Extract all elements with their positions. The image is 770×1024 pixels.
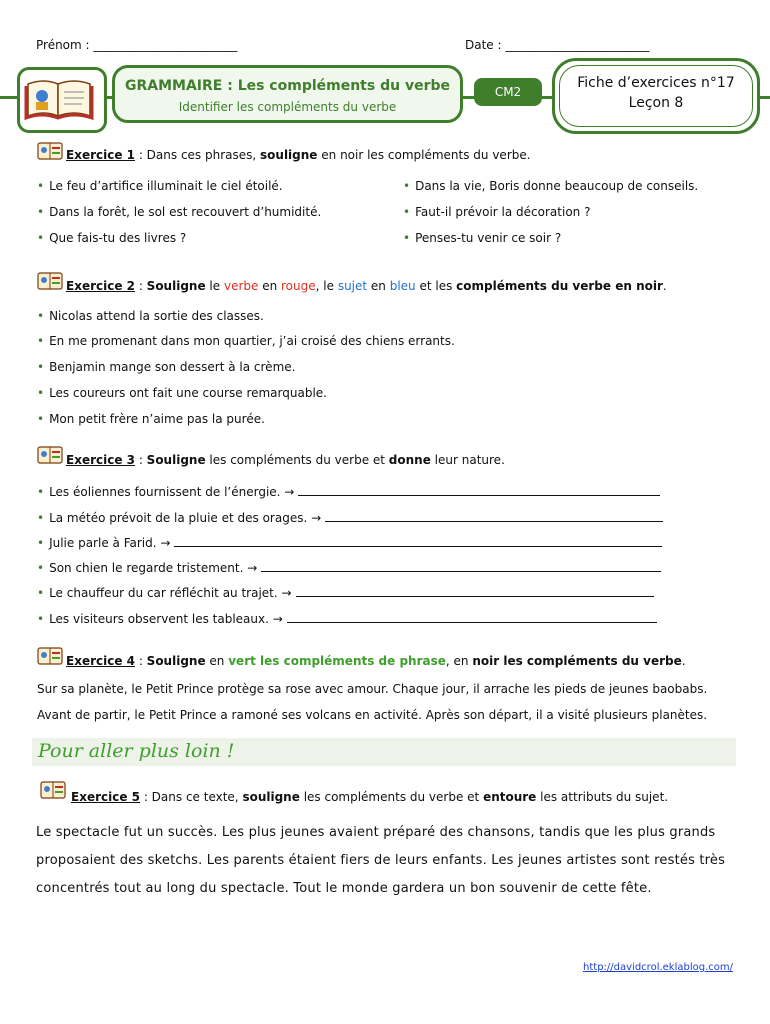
exercise-2-icon bbox=[37, 271, 63, 291]
exercise-5-heading: Exercice 5 : Dans ce texte, souligne les compléments du verbe et entoure les attributs du sujet. bbox=[71, 790, 669, 804]
exercise-5-icon bbox=[40, 780, 66, 800]
exercise-3-icon bbox=[37, 445, 63, 465]
ex4-text-line-1: Sur sa planète, le Petit Prince protège sa rose avec amour. Chaque jour, il arrache les pieds de jeunes baobabs. bbox=[37, 682, 708, 696]
exercise-2-heading: Exercice 2 : Souligne le verbe en rouge, le sujet en bleu et les compléments du verbe en noir. bbox=[66, 279, 667, 293]
banner-title: Pour aller plus loin ! bbox=[38, 740, 235, 762]
section-banner bbox=[32, 738, 736, 766]
ex3-sentence: • Julie parle à Farid. → bbox=[37, 535, 662, 550]
book-logo bbox=[17, 67, 107, 133]
ex1-sentence: • Le feu d’artifice illuminait le ciel étoilé. bbox=[37, 179, 283, 193]
answer-line[interactable] bbox=[296, 585, 654, 597]
ex2-sentence: • Mon petit frère n’aime pas la purée. bbox=[37, 412, 265, 426]
ex2-sentence: • Nicolas attend la sortie des classes. bbox=[37, 309, 264, 323]
ex1-sentence: • Dans la forêt, le sol est recouvert d’humidité. bbox=[37, 205, 322, 219]
ex1-sentence: • Penses-tu venir ce soir ? bbox=[403, 231, 562, 245]
answer-line[interactable] bbox=[325, 510, 663, 522]
answer-line[interactable] bbox=[298, 484, 660, 496]
footer-link[interactable]: http://davidcrol.eklablog.com/ bbox=[583, 962, 733, 973]
title-box bbox=[112, 65, 463, 123]
fiche-box bbox=[552, 58, 760, 134]
ex3-sentence: • La météo prévoit de la pluie et des orages. → bbox=[37, 510, 663, 525]
header-rule-left bbox=[0, 96, 18, 99]
book-icon bbox=[20, 70, 98, 124]
ex1-sentence: • Dans la vie, Boris donne beaucoup de conseils. bbox=[403, 179, 699, 193]
exercise-3-heading: Exercice 3 : Souligne les compléments du verbe et donne leur nature. bbox=[66, 453, 505, 467]
exercise-1-icon bbox=[37, 141, 63, 161]
ex3-sentence: • Les éoliennes fournissent de l’énergie. → bbox=[37, 484, 660, 499]
page-subtitle: Identifier les compléments du verbe bbox=[178, 100, 397, 114]
ex3-sentence: • Le chauffeur du car réfléchit au trajet. → bbox=[37, 585, 654, 600]
answer-line[interactable] bbox=[287, 611, 657, 623]
ex5-text-line: Le spectacle fut un succès. Les plus jeunes avaient préparé des chansons, tandis que les plus grands bbox=[36, 825, 716, 840]
ex2-sentence: • Benjamin mange son dessert à la crème. bbox=[37, 360, 296, 374]
date-field: Date : ________________________ bbox=[465, 38, 650, 52]
page-title: GRAMMAIRE : Les compléments du verbe bbox=[124, 78, 450, 94]
exercise-4-heading: Exercice 4 : Souligne en vert les compléments de phrase, en noir les compléments du verbe. bbox=[66, 654, 686, 668]
answer-line[interactable] bbox=[174, 535, 662, 547]
lesson-number: Leçon 8 bbox=[628, 95, 684, 111]
ex2-sentence: • Les coureurs ont fait une course remarquable. bbox=[37, 386, 327, 400]
answer-line[interactable] bbox=[261, 560, 661, 572]
ex5-text-line: proposaient des sketchs. Les parents étaient fiers de leurs enfants. Les jeunes artistes sont restés très bbox=[36, 853, 726, 868]
ex1-sentence: • Que fais-tu des livres ? bbox=[37, 231, 187, 245]
ex5-text-line: concentrés tout au long du spectacle. Tout le monde gardera un bon souvenir de cette fête. bbox=[36, 881, 652, 896]
fiche-number: Fiche d’exercices n°17 bbox=[577, 75, 735, 91]
prenom-field: Prénom : ________________________ bbox=[36, 38, 238, 52]
ex1-sentence: • Faut-il prévoir la décoration ? bbox=[403, 205, 591, 219]
ex3-sentence: • Les visiteurs observent les tableaux. → bbox=[37, 611, 657, 626]
ex2-sentence: • En me promenant dans mon quartier, j’ai croisé des chiens errants. bbox=[37, 334, 455, 348]
ex3-sentence: • Son chien le regarde tristement. → bbox=[37, 560, 661, 575]
exercise-1-heading: Exercice 1 : Dans ces phrases, souligne en noir les compléments du verbe. bbox=[66, 148, 531, 162]
level-badge: CM2 bbox=[474, 78, 542, 106]
exercise-4-icon bbox=[37, 646, 63, 666]
ex4-text-line-2: Avant de partir, le Petit Prince a ramoné ses volcans en activité. Après son départ, il a visité plusieurs planètes. bbox=[37, 708, 708, 722]
